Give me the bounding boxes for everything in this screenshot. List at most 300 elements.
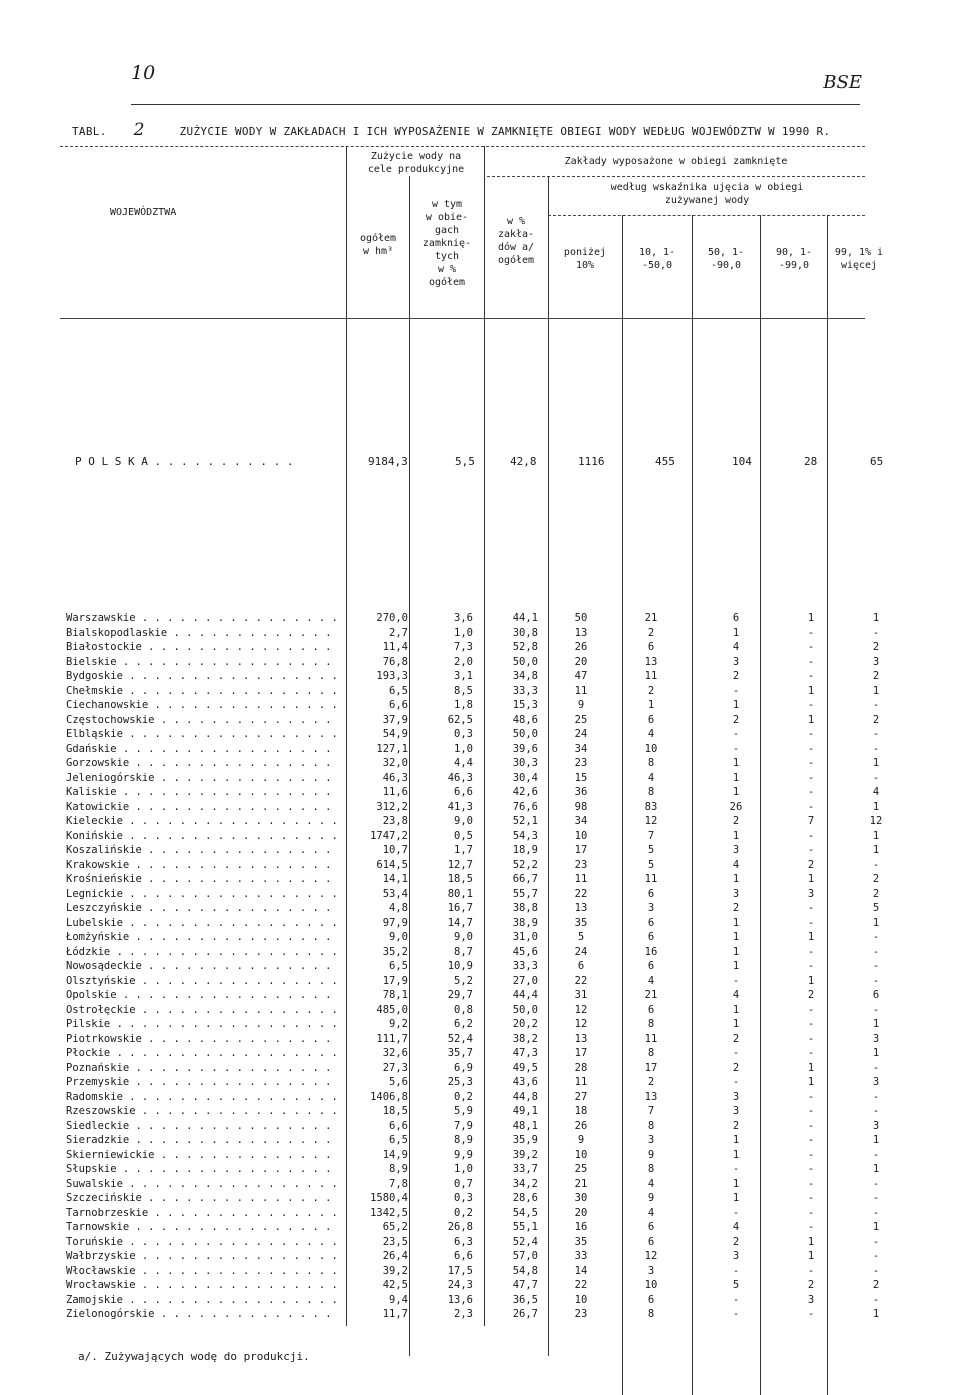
row-cell: 12 [869, 815, 883, 827]
row-cell: 6 [647, 1221, 655, 1233]
row-cell: 16 [644, 945, 658, 958]
row-cell: 5,9 [454, 1105, 473, 1117]
row-cell: 33,7 [512, 1163, 538, 1175]
table-row [66, 1279, 886, 1291]
row-label: Włocławskie . . . [66, 1265, 336, 1277]
table-row [66, 859, 886, 871]
row-cell: 17,9 [382, 974, 408, 987]
row-cell: 6,6 [389, 699, 408, 711]
row-cell: 62,5 [447, 713, 473, 726]
row-cell: 1 [732, 786, 740, 798]
row-cell: 1 [732, 873, 740, 885]
row-cell: 97,9 [382, 916, 408, 929]
row-cell: 23 [574, 858, 588, 871]
row-cell: - [807, 742, 815, 755]
row-cell: 38,2 [512, 1032, 538, 1045]
row-cell: 2 [872, 873, 880, 885]
row-cell: - [872, 960, 880, 972]
row-label: Opolskie . . . [66, 989, 336, 1001]
row-cell: 12,7 [447, 858, 473, 871]
row-cell: 9,9 [454, 1148, 473, 1161]
row-cell: 35 [574, 1235, 588, 1248]
row-cell: 2,3 [454, 1308, 473, 1320]
table-row [66, 1236, 886, 1248]
row-cell: 34,8 [512, 670, 538, 682]
row-cell: 1 [872, 829, 880, 842]
row-cell: 1 [807, 1235, 815, 1248]
row-cell: 13 [574, 1032, 588, 1045]
row-cell: 23 [574, 757, 588, 769]
row-cell: 22 [574, 887, 588, 900]
row-cell: 2 [732, 902, 740, 914]
row-cell: 5 [647, 858, 655, 871]
row-cell: 11,6 [382, 786, 408, 798]
row-cell: - [872, 1264, 880, 1277]
row-cell: 42,5 [382, 1279, 408, 1291]
row-cell: 6 [647, 931, 655, 943]
row-label: Tarnobrzeskie . . . [66, 1207, 336, 1219]
header-zakladow: w % zakła- dów a/ ogółem [497, 216, 535, 266]
row-cell: 52,2 [512, 858, 538, 871]
table-row [66, 699, 886, 711]
row-cell: 35,7 [447, 1047, 473, 1059]
row-cell: 2 [647, 626, 655, 639]
row-cell: 8,5 [454, 684, 473, 697]
row-cell: - [807, 728, 815, 740]
row-cell: 3 [807, 887, 815, 900]
row-cell: 9 [577, 699, 585, 711]
row-cell: 3 [872, 1119, 880, 1132]
row-cell: 11 [574, 684, 588, 697]
table-row [66, 1221, 886, 1233]
row-cell: 2 [732, 1032, 740, 1045]
row-cell: 37,9 [382, 713, 408, 726]
table-row [66, 641, 886, 653]
row-cell: 9,0 [389, 931, 408, 943]
row-cell: 30 [574, 1192, 588, 1204]
table-title-text: ZUŻYCIE WODY W ZAKŁADACH I ICH WYPOSAŻENIE W ZAMKNIĘTE OBIEGI WODY WEDŁUG WOJEWÓDZTW W 1990 R. [179, 125, 831, 138]
table-row [66, 627, 886, 639]
row-cell: 1 [872, 612, 880, 624]
row-cell: 33,3 [512, 684, 538, 697]
row-cell: 16 [574, 1221, 588, 1233]
row-label: Skierniewickie . . . [66, 1149, 336, 1161]
row-cell: 39,2 [382, 1264, 408, 1277]
row-cell: 15,3 [512, 699, 538, 711]
row-cell: 1 [732, 626, 740, 639]
row-cell: 14 [574, 1264, 588, 1277]
row-cell: 21 [574, 1177, 588, 1190]
table-row [66, 1105, 886, 1117]
row-cell: 11,7 [382, 1308, 408, 1320]
row-cell: 4 [647, 728, 655, 740]
row-cell: - [872, 1250, 880, 1262]
table-row [66, 786, 886, 798]
row-cell: - [872, 1177, 880, 1190]
row-cell: 14,7 [447, 916, 473, 929]
row-label: Radomskie . . . [66, 1091, 336, 1103]
row-cell: 1,0 [454, 1163, 473, 1175]
row-cell: 2 [732, 1119, 740, 1132]
row-cell: 34 [574, 815, 588, 827]
row-cell: 1 [872, 1221, 880, 1233]
row-cell: - [872, 699, 880, 711]
row-cell: 31 [574, 989, 588, 1001]
row-cell: 18,5 [447, 873, 473, 885]
row-cell: 1 [732, 757, 740, 769]
row-cell: 54,5 [512, 1206, 538, 1219]
row-cell: 6,6 [389, 1119, 408, 1132]
row-cell: 24 [574, 945, 588, 958]
row-cell: 57,0 [512, 1250, 538, 1262]
row-cell: 1406,8 [370, 1090, 408, 1103]
table-row [66, 902, 886, 914]
table-row [66, 1149, 886, 1161]
row-cell: 1 [807, 684, 815, 697]
table-row [66, 1308, 886, 1320]
row-cell: 17 [574, 844, 588, 856]
row-label: Tarnowskie . . . [66, 1221, 336, 1233]
row-cell: 46,3 [382, 771, 408, 784]
row-cell: - [872, 858, 880, 871]
row-cell: 1 [732, 1134, 740, 1146]
row-cell: - [807, 1047, 815, 1059]
row-cell: 1 [732, 771, 740, 784]
row-cell: - [807, 1119, 815, 1132]
row-cell: 10 [574, 829, 588, 842]
row-label: Ostrołęckie . . . [66, 1004, 336, 1016]
row-cell: 25 [574, 713, 588, 726]
row-cell: 25 [574, 1163, 588, 1175]
row-cell: 9 [647, 1192, 655, 1204]
row-cell: 1 [647, 699, 655, 711]
row-cell: 8 [647, 786, 655, 798]
row-cell: 44,8 [512, 1090, 538, 1103]
row-cell: - [807, 1003, 815, 1016]
row-cell: - [807, 757, 815, 769]
row-cell: 34,2 [512, 1177, 538, 1190]
row-cell: 7,8 [389, 1177, 408, 1190]
row-cell: 5 [732, 1279, 740, 1291]
row-cell: 20,2 [512, 1018, 538, 1030]
row-cell: 6,6 [454, 1250, 473, 1262]
row-cell: - [807, 1177, 815, 1190]
row-cell: 0,3 [454, 1192, 473, 1204]
row-cell: 76,8 [382, 655, 408, 668]
row-cell: - [807, 1134, 815, 1146]
row-label: Rzeszowskie . . . [66, 1105, 336, 1117]
header-bottom-rule [60, 318, 865, 319]
row-cell: 45,6 [512, 945, 538, 958]
row-cell: 1 [732, 829, 740, 842]
table-row [66, 1265, 886, 1277]
row-cell: 35 [574, 916, 588, 929]
row-label: Krakowskie . . . [66, 859, 336, 871]
row-cell: 6,3 [454, 1235, 473, 1248]
row-cell: 3 [732, 1250, 740, 1262]
row-cell: - [807, 670, 815, 682]
row-cell: 18,5 [382, 1105, 408, 1117]
row-cell: 127,1 [376, 742, 408, 755]
row-label: Bielskie . . . [66, 656, 336, 668]
polska-10-50: 455 [655, 455, 675, 468]
row-cell: 0,3 [454, 728, 473, 740]
row-cell: 2 [807, 858, 815, 871]
row-cell: 24 [574, 728, 588, 740]
table-row [66, 685, 886, 697]
row-cell: 4 [647, 974, 655, 987]
row-cell: 2 [732, 713, 740, 726]
table-row [66, 946, 886, 958]
row-cell: - [872, 1090, 880, 1103]
row-cell: 1 [807, 873, 815, 885]
row-cell: - [872, 1206, 880, 1219]
header-wojewodztwa: WOJEWÓDZTWA [110, 207, 177, 218]
row-cell: 6 [647, 641, 655, 653]
row-cell: 98 [574, 800, 588, 813]
row-cell: 3 [872, 1032, 880, 1045]
row-label: Łomżyńskie . . . [66, 931, 336, 943]
row-cell: 44,4 [512, 989, 538, 1001]
row-cell: 26 [574, 1119, 588, 1132]
row-cell: 13,6 [447, 1293, 473, 1306]
row-cell: 23,5 [382, 1235, 408, 1248]
row-label: Nowosądeckie . . . [66, 960, 336, 972]
table-row [66, 931, 886, 943]
row-cell: 7,3 [454, 641, 473, 653]
row-cell: 50 [574, 612, 588, 624]
row-cell: 2 [807, 989, 815, 1001]
row-cell: 1 [807, 612, 815, 624]
row-cell: 1 [807, 713, 815, 726]
row-label: Koszalińskie . . . [66, 844, 336, 856]
row-cell: 36,5 [512, 1293, 538, 1306]
row-label: Gorzowskie . . . [66, 757, 336, 769]
row-cell: - [807, 960, 815, 972]
row-cell: 3,1 [454, 670, 473, 682]
row-cell: 21 [644, 989, 658, 1001]
table-number: 2 [133, 120, 145, 140]
row-cell: 9,4 [389, 1293, 408, 1306]
table-row [66, 1018, 886, 1030]
row-cell: - [732, 974, 740, 987]
row-cell: 76,6 [512, 800, 538, 813]
row-cell: 2,7 [389, 626, 408, 639]
row-cell: 1342,5 [370, 1206, 408, 1219]
polska-99-plus: 65 [870, 455, 884, 468]
row-cell: 27 [574, 1090, 588, 1103]
header-zaklady-group: Zakłady wyposażone w obiegi zamknięte [564, 156, 788, 167]
row-cell: 1,8 [454, 699, 473, 711]
header-w-tym: w tym w obie- gach zamknię- tych w % ogółem [422, 199, 472, 288]
row-cell: 32,0 [382, 757, 408, 769]
row-cell: 13 [644, 1090, 658, 1103]
row-cell: 49,1 [512, 1105, 538, 1117]
row-cell: - [732, 1047, 740, 1059]
row-cell: 13 [574, 902, 588, 914]
row-cell: - [872, 945, 880, 958]
row-cell: 1 [807, 1250, 815, 1262]
row-cell: 39,6 [512, 742, 538, 755]
row-cell: 41,3 [447, 800, 473, 813]
row-cell: 38,8 [512, 902, 538, 914]
row-label: Pilskie . . . [66, 1018, 336, 1030]
row-cell: 1 [807, 931, 815, 943]
row-cell: 4 [647, 1177, 655, 1190]
row-cell: 30,8 [512, 626, 538, 639]
row-cell: - [872, 1061, 880, 1074]
row-cell: 8 [647, 1047, 655, 1059]
row-cell: 47 [574, 670, 588, 682]
row-cell: 83 [644, 800, 658, 813]
row-cell: 6 [647, 1293, 655, 1306]
row-cell: 1 [732, 945, 740, 958]
header-99-plus: 99, 1% i więcej [834, 247, 884, 271]
row-cell: 1 [732, 1177, 740, 1190]
row-cell: 11 [574, 873, 588, 885]
row-cell: 10,7 [382, 844, 408, 856]
row-cell: 1 [732, 916, 740, 929]
row-cell: 4,8 [389, 902, 408, 914]
table-row [66, 917, 886, 929]
row-cell: 1580,4 [370, 1192, 408, 1204]
row-cell: - [732, 742, 740, 755]
row-cell: 36 [574, 786, 588, 798]
row-cell: 1,7 [454, 844, 473, 856]
row-cell: 5,6 [389, 1076, 408, 1088]
table-row [66, 989, 886, 1001]
row-cell: - [732, 1293, 740, 1306]
header-90-99: 90, 1- -99,0 [775, 247, 813, 271]
row-cell: - [807, 641, 815, 653]
row-cell: 26 [574, 641, 588, 653]
row-cell: 5 [872, 902, 880, 914]
row-cell: 6 [647, 887, 655, 900]
row-label: Sieradzkie . . . [66, 1134, 336, 1146]
table-row [66, 1178, 886, 1190]
row-cell: 2 [732, 1235, 740, 1248]
row-cell: 6,6 [454, 786, 473, 798]
row-cell: 2 [872, 1279, 880, 1291]
row-cell: - [807, 1148, 815, 1161]
row-cell: - [807, 655, 815, 668]
row-cell: 35,9 [512, 1134, 538, 1146]
row-cell: 22 [574, 974, 588, 987]
row-cell: - [732, 1308, 740, 1320]
zaklady-rule [487, 176, 865, 177]
row-cell: 20 [574, 1206, 588, 1219]
row-cell: 20 [574, 655, 588, 668]
row-cell: 52,4 [512, 1235, 538, 1248]
row-cell: 4 [732, 989, 740, 1001]
row-cell: 39,2 [512, 1148, 538, 1161]
row-cell: 1 [732, 699, 740, 711]
row-cell: 2 [807, 1279, 815, 1291]
row-cell: 49,5 [512, 1061, 538, 1074]
table-row [66, 656, 886, 668]
table-title [72, 120, 830, 140]
row-cell: 8 [647, 1308, 655, 1320]
row-cell: - [732, 1264, 740, 1277]
row-cell: 17,5 [447, 1264, 473, 1277]
row-cell: 8 [647, 757, 655, 769]
row-cell: 1 [807, 1076, 815, 1088]
row-cell: 6 [577, 960, 585, 972]
row-cell: - [807, 1032, 815, 1045]
row-cell: 614,5 [376, 858, 408, 871]
row-cell: 5,2 [454, 974, 473, 987]
table-row [66, 728, 886, 740]
row-label: Białostockie . . . [66, 641, 336, 653]
row-cell: 1 [732, 1003, 740, 1016]
row-cell: 2 [872, 670, 880, 682]
row-label: Kaliskie . . . [66, 786, 336, 798]
row-cell: 0,8 [454, 1003, 473, 1016]
row-cell: 55,7 [512, 887, 538, 900]
row-cell: 33,3 [512, 960, 538, 972]
row-label: Bialskopodlaskie . . . [66, 627, 336, 639]
row-cell: - [872, 1192, 880, 1204]
row-cell: 54,3 [512, 829, 538, 842]
row-cell: 38,9 [512, 916, 538, 929]
table-row [66, 1091, 886, 1103]
row-cell: 3 [647, 1264, 655, 1277]
row-cell: 3 [732, 1105, 740, 1117]
row-cell: 7 [807, 815, 815, 827]
footnote: a/. Zużywających wodę do produkcji. [78, 1350, 310, 1363]
row-cell: - [807, 1221, 815, 1233]
row-cell: - [872, 1235, 880, 1248]
row-cell: 25,3 [447, 1076, 473, 1088]
row-cell: 1 [872, 1018, 880, 1030]
row-cell: 1 [732, 1148, 740, 1161]
page-number: 10 [131, 62, 156, 84]
row-label: Toruńskie . . . [66, 1236, 336, 1248]
row-label: Wrocławskie . . . [66, 1279, 336, 1291]
row-cell: 6,5 [389, 1134, 408, 1146]
row-cell: 2 [647, 1076, 655, 1088]
row-cell: 6,9 [454, 1061, 473, 1074]
row-cell: 10,9 [447, 960, 473, 972]
row-cell: 6,5 [389, 960, 408, 972]
row-cell: 35,2 [382, 945, 408, 958]
row-cell: 34 [574, 742, 588, 755]
row-cell: 27,0 [512, 974, 538, 987]
row-cell: 22 [574, 1279, 588, 1291]
row-cell: 11 [644, 670, 658, 682]
table-row [66, 757, 886, 769]
row-cell: 4 [647, 1206, 655, 1219]
row-cell: 12 [574, 1003, 588, 1016]
row-cell: - [807, 1090, 815, 1103]
row-cell: - [807, 1206, 815, 1219]
row-cell: 6,2 [454, 1018, 473, 1030]
row-cell: 8,9 [454, 1134, 473, 1146]
row-cell: - [807, 916, 815, 929]
row-cell: 2 [732, 815, 740, 827]
row-cell: 3 [647, 902, 655, 914]
row-label: Leszczyńskie . . . [66, 902, 336, 914]
row-label: Legnickie . . . [66, 888, 336, 900]
row-cell: 26,4 [382, 1250, 408, 1262]
row-cell: 9,2 [389, 1018, 408, 1030]
row-cell: 6 [732, 612, 740, 624]
table-row [66, 612, 886, 624]
row-label: Olsztyńskie . . . [66, 975, 336, 987]
row-label: Słupskie . . . [66, 1163, 336, 1175]
row-cell: 11 [644, 1032, 658, 1045]
row-cell: 30,4 [512, 771, 538, 784]
